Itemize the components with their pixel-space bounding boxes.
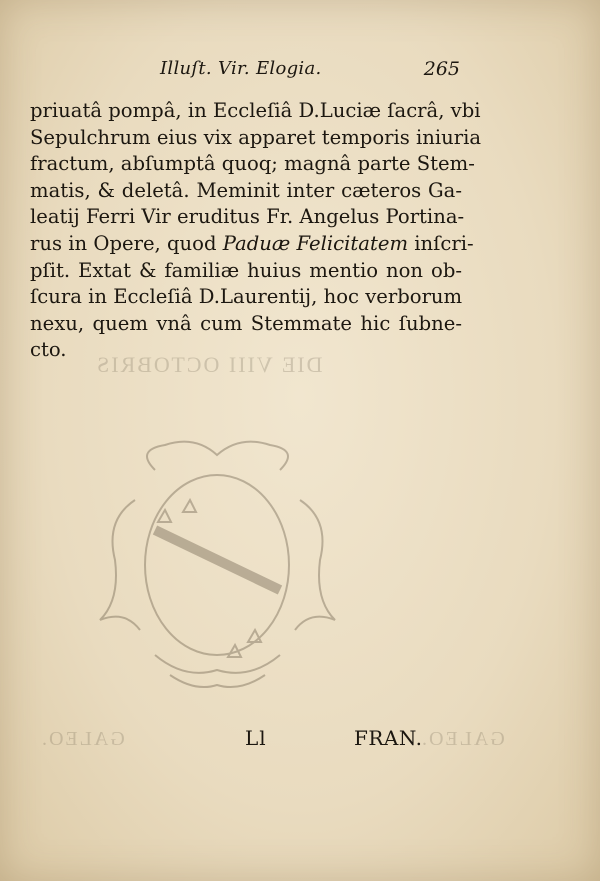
bleed-through-text-bottom-left: GALEO.	[40, 728, 125, 750]
bleed-through-coat-of-arms	[95, 430, 340, 695]
text-line: fractum, abſumptâ quoq; magnâ parte Stem-	[30, 152, 475, 176]
text-line	[30, 231, 474, 258]
bleed-through-text-top: DIE VIII OCTOBRIS	[95, 352, 323, 377]
signature-mark: Ll	[245, 726, 267, 750]
text-line: priuatâ pompâ, in Eccleſiâ D.Luciæ ſacrâ, vbi	[30, 99, 481, 122]
text-line: Sepulchrum eius vix apparet temporis iniuria	[30, 125, 482, 149]
text-segment: inſcri-	[408, 231, 474, 255]
body-text	[30, 98, 482, 364]
bleed-through-text-bottom-right: GALEO.	[420, 728, 505, 750]
text-line: ſcura in Eccleſiâ D.Laurentij, hoc verborum	[30, 285, 463, 309]
page-number: 265	[423, 58, 460, 80]
running-head	[30, 58, 460, 82]
text-line: leatij Ferri Vir eruditus Fr. Angelus Portina-	[30, 205, 465, 229]
text-line: cto.	[30, 338, 67, 362]
text-line: matis, & deletâ. Meminit inter cæteros Ga-	[30, 178, 462, 202]
catchword: FRAN.	[354, 726, 423, 750]
text-line: nexu, quem vnâ cum Stemmate hic ſubne-	[30, 311, 462, 335]
running-head-title: Illuſt. Vir. Elogia.	[160, 58, 322, 79]
text-line: pſit. Extat & familiæ huius mentio non ob-	[30, 258, 462, 282]
text-segment: rus in Opere, quod	[30, 231, 223, 255]
italic-title: Paduæ Felicitatem	[222, 231, 409, 255]
